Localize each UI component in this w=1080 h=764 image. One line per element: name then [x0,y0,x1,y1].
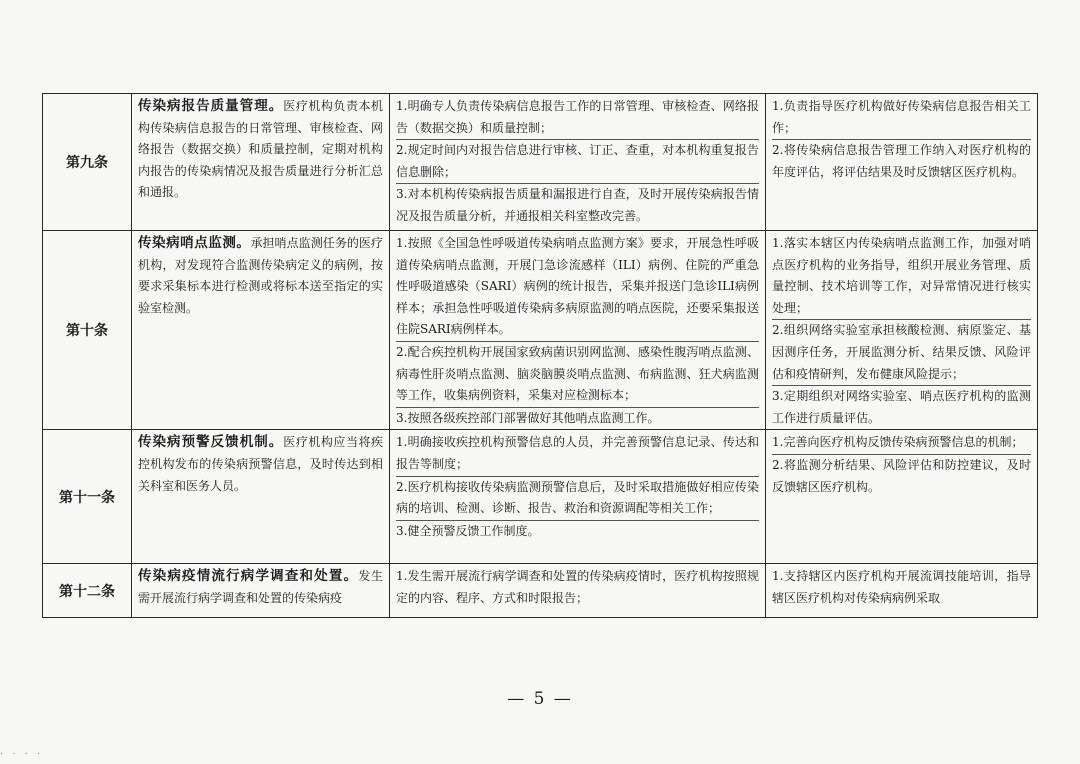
table-row [43,430,1038,564]
hospital-item: 1.按照《全国急性呼吸道传染病哨点监测方案》要求，开展急性呼吸道传染病哨点监测，开展门急诊流感样（ILI）病例、住院的严重急性呼吸道感染（SARI）病例的统计报告，采集并报送门急诊ILI病例样本；承担急性呼吸道传染病多病原监测的哨点医院，还要采集报送住院SARI病例样本。 [396,233,759,342]
hospital-item: 2.规定时间内对报告信息进行审核、订正、查重，对本机构重复报告信息删除； [396,140,759,184]
article-description [132,564,390,618]
article-text: 医疗机构负责本机构传染病信息报告的日常管理、审核检查、网络报告（数据交换）和质量控制，定期对机构内报告的传染病情况及报告质量进行分析汇总和通报。 [138,99,383,200]
table-body [43,94,1038,618]
article-description [132,231,390,430]
cdc-requirements [766,231,1038,430]
cdc-item: 1.负责指导医疗机构做好传染病信息报告相关工作； [772,96,1031,140]
cdc-item: 1.支持辖区内医疗机构开展流调技能培训，指导辖区医疗机构对传染病病例采取 [772,569,1031,605]
hospital-requirements [390,430,766,564]
article-description [132,94,390,231]
cdc-item: 2.将传染病信息报告管理工作纳入对医疗机构的年度评估，将评估结果及时反馈辖区医疗机构。 [772,143,1031,179]
article-description [132,430,390,564]
article-text: 医疗机构应当将疾控机构发布的传染病预警信息，及时传达到相关科室和医务人员。 [138,435,383,493]
hospital-requirements [390,94,766,231]
article-heading: 传染病预警反馈机制。 [138,434,284,451]
article-number: 第十条 [43,231,132,430]
hospital-item: 3.按照各级疾控部门部署做好其他哨点监测工作。 [396,410,660,425]
hospital-item: 1.明确接收疾控机构预警信息的人员，并完善预警信息记录、传达和报告等制度； [396,432,759,476]
article-heading: 传染病报告质量管理。 [138,98,284,114]
cdc-requirements [766,430,1038,564]
article-number: 第十二条 [43,564,132,618]
hospital-item: 3.健全预警反馈工作制度。 [396,523,540,538]
hospital-item: 1.明确专人负责传染病信息报告工作的日常管理、审核检查、网络报告（数据交换）和质量控制； [396,96,759,140]
table-row [43,94,1038,231]
cdc-item: 1.完善向医疗机构反馈传染病预警信息的机制； [772,432,1031,455]
article-heading: 传染病哨点监测。 [138,235,251,251]
scan-artifact: · · · · [0,749,44,760]
cdc-item: 1.落实本辖区内传染病哨点监测工作，加强对哨点医疗机构的业务指导，组织开展业务管理、质量控制、技术培训等工作，对异常情况进行核实处理； [772,233,1031,320]
article-number: 第十一条 [43,430,132,564]
hospital-item: 3.对本机构传染病报告质量和漏报进行自查，及时开展传染病报告情况及报告质量分析，并通报相关科室整改完善。 [396,187,759,223]
article-text: 发生需开展流行病学调查和处置的传染病疫 [138,569,383,605]
article-text: 承担哨点监测任务的医疗机构，对发现符合监测传染病定义的病例，按要求采集标本进行检测或将标本送至指定的实验室检测。 [138,236,383,315]
cdc-item: 3.定期组织对网络实验室、哨点医疗机构的监测工作进行质量评估。 [772,389,1031,425]
hospital-item: 2.配合疾控机构开展国家致病菌识别网监测、感染性腹泻哨点监测、病毒性肝炎哨点监测、脑炎脑膜炎哨点监测、布病监测、狂犬病监测等工作，收集病例资料，采集对应检测标本； [396,342,759,408]
table-row [43,564,1038,618]
hospital-requirements [390,231,766,430]
cdc-requirements [766,564,1038,618]
cdc-item: 2.将监测分析结果、风险评估和防控建议，及时反馈辖区医疗机构。 [772,457,1031,494]
cdc-item: 2.组织网络实验室承担核酸检测、病原鉴定、基因测序任务，开展监测分析、结果反馈、风险评估和疫情研判，发布健康风险提示； [772,320,1031,386]
hospital-item: 2.医疗机构接收传染病监测预警信息后，及时采取措施做好相应传染病的培训、检测、诊断、报告、救治和资源调配等相关工作； [396,477,759,521]
hospital-requirements [390,564,766,618]
hospital-item: 1.发生需开展流行病学调查和处置的传染病疫情时，医疗机构按照规定的内容、程序、方式和时限报告； [396,569,759,605]
table-row [43,231,1038,430]
article-number: 第九条 [43,94,132,231]
article-heading: 传染病疫情流行病学调查和处置。 [138,568,359,585]
cdc-requirements [766,94,1038,231]
page-number: — 5 — [507,689,573,709]
regulation-table [42,93,1038,618]
